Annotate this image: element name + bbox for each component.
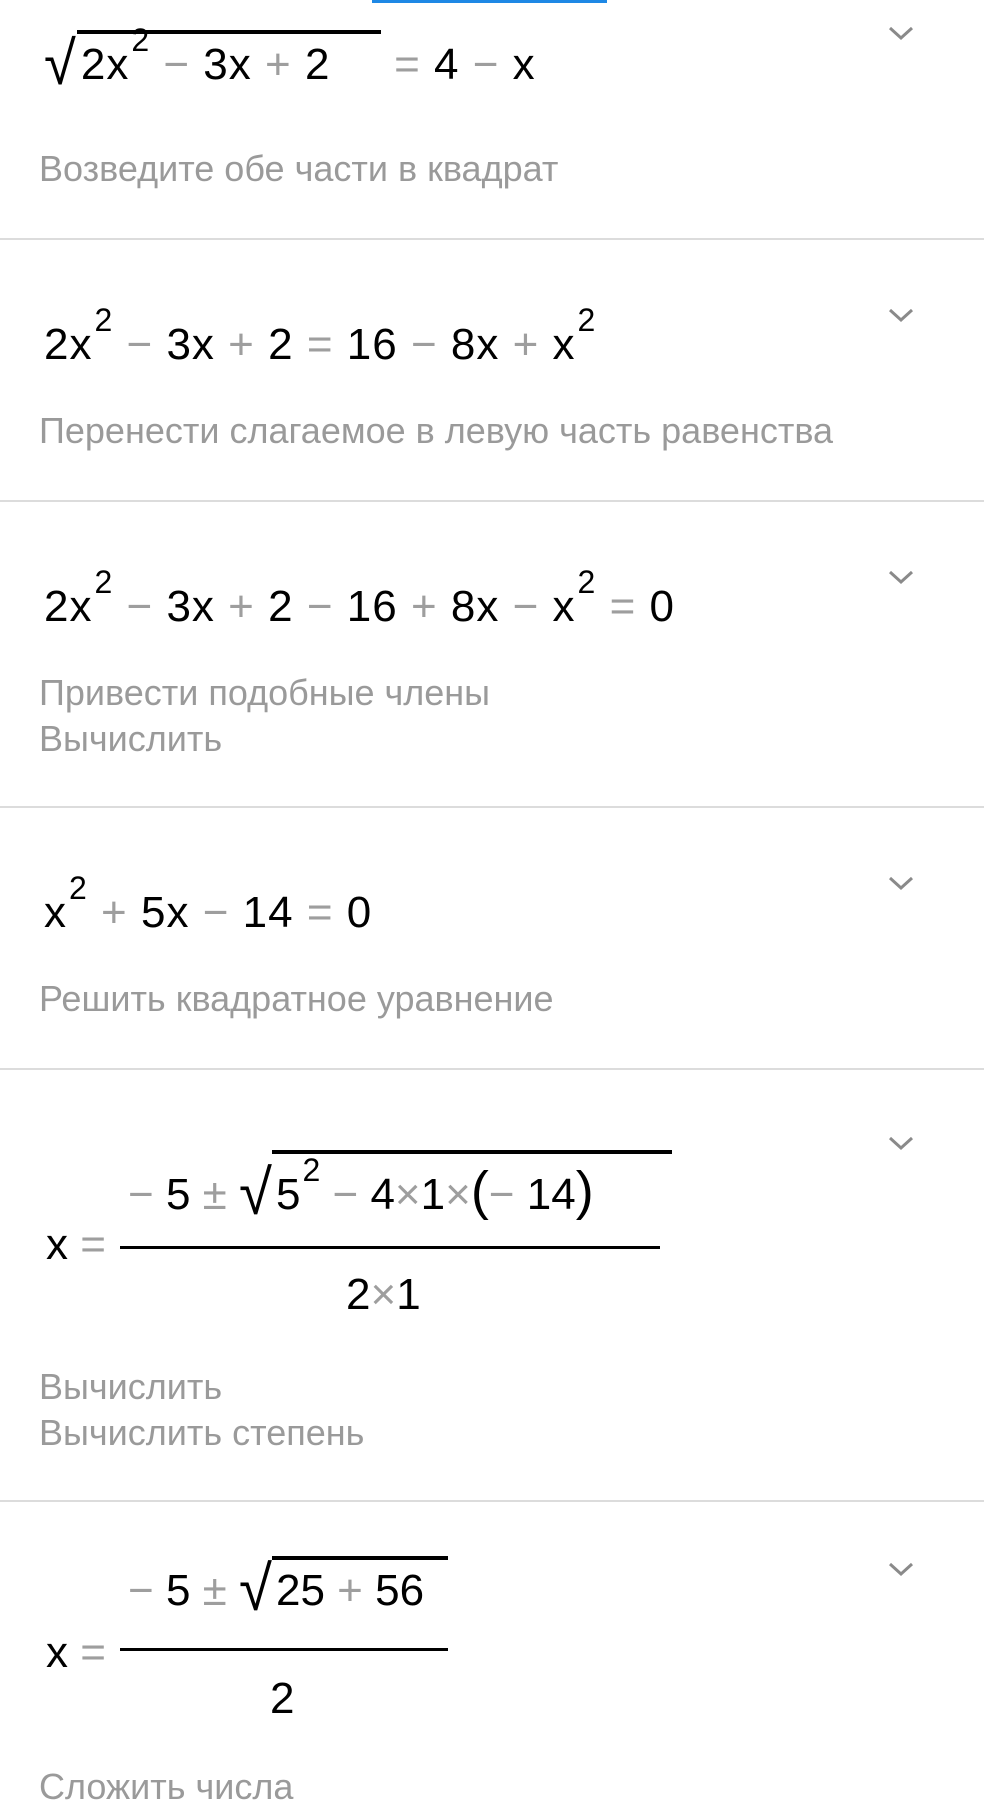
fraction-denominator: 2 [270, 1674, 295, 1723]
step-4-hint: Решить квадратное уравнение [39, 978, 554, 1019]
fraction-numerator: − 5 ± √25 + 56 [128, 1554, 448, 1623]
square-root: $√2x^2 - 3x + 2$ [44, 30, 381, 97]
step-2-hint: Перенести слагаемое в левую часть равенства [39, 410, 834, 451]
step-1[interactable] [0, 0, 984, 240]
fraction-numerator: − $5 \pm √5^2 - 4\times 1\times(- 14)$ [128, 1150, 672, 1227]
step-4[interactable] [0, 808, 984, 1070]
fraction-bar [120, 1648, 448, 1651]
step-4-equation: $x^2 + 5x - 14 = 0$ [44, 870, 373, 937]
step-3-equation: $2x^2 - 3x + 2 - 16 + 8x - x^2 = 0$ [44, 564, 675, 631]
chevron-down-icon[interactable] [886, 300, 916, 330]
fraction-bar [120, 1246, 660, 1249]
chevron-down-icon[interactable] [886, 1554, 916, 1584]
step-5[interactable] [0, 1070, 984, 1502]
step-3-hint: Привести подобные члены Вычислить [39, 672, 491, 759]
chevron-down-icon[interactable] [886, 562, 916, 592]
step-5-hint: Вычислить Вычислить степень [39, 1366, 365, 1453]
square-root: $√5^2 - 4\times 1\times(- 14)$ [239, 1150, 672, 1227]
chevron-down-icon[interactable] [886, 1128, 916, 1158]
step-5-equation: x = − $5 \pm √5^2 - 4\times 1\times(- 14)$ 2×1 [0, 1070, 984, 1370]
step-6-hint: Сложить числа [39, 1766, 294, 1807]
step-1-equation: $√2x^2 - 3x + 2 = 4 - x$ [44, 22, 536, 98]
square-root: √25 + 56 [239, 1554, 448, 1623]
chevron-down-icon[interactable] [886, 18, 916, 48]
chevron-down-icon[interactable] [886, 868, 916, 898]
step-6[interactable] [0, 1502, 984, 1816]
fraction-denominator: 2×1 [346, 1270, 421, 1319]
step-1-hint: Возведите обе части в квадрат [39, 148, 559, 189]
step-3[interactable] [0, 502, 984, 808]
step-2[interactable] [0, 240, 984, 502]
step-2-equation: $2x^2 - 3x + 2 = 16 - 8x + x^2$ [44, 302, 597, 369]
step-6-equation: x = − 5 ± √25 + 56 2 [0, 1502, 984, 1762]
